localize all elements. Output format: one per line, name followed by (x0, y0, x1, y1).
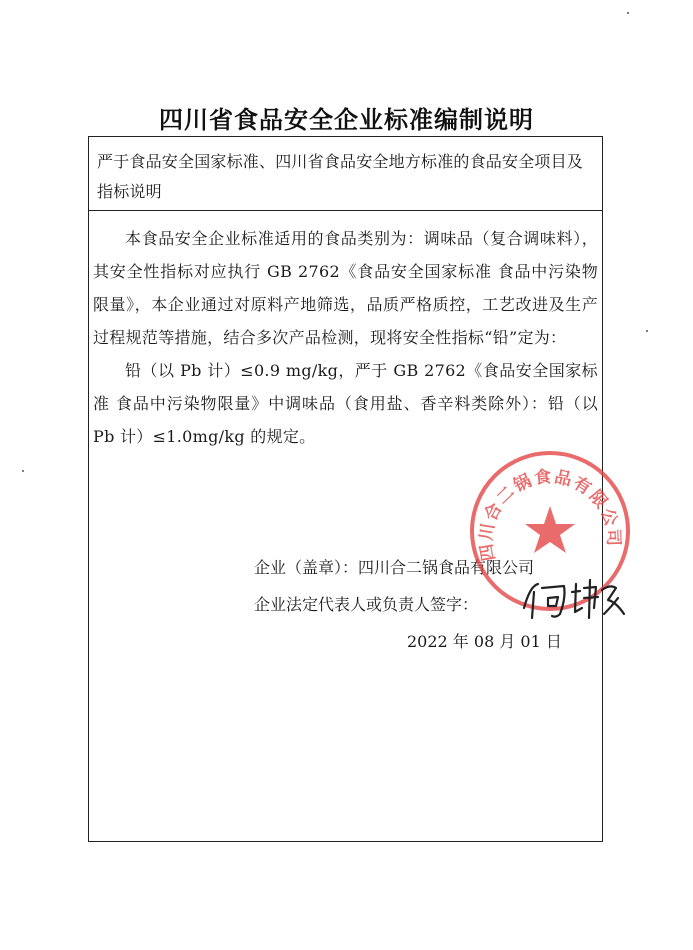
legal-rep-label: 企业法定代表人或负责人签字： (254, 595, 479, 614)
signing-date: 2022 年 08 月 01 日 (407, 632, 562, 651)
scan-speck (627, 12, 629, 14)
svg-text:四川合二锅食品有限公司: 四川合二锅食品有限公司 (476, 466, 624, 563)
table-header-text: 严于食品安全国家标准、四川省食品安全地方标准的食品安全项目及指标说明 (97, 152, 584, 201)
paragraph-category: 本食品安全企业标准适用的食品类别为：调味品（复合调味料），其安全性指标对应执行 GB 2762《食品安全国家标准 食品中污染物限量》，本企业通过对原料产地筛选，品质严格质控，工艺改进及生产过程规范等措施，结合多次产品检测，现将安全性指标“铅”定为： (93, 229, 598, 347)
table-body (93, 222, 598, 453)
scan-speck (22, 470, 24, 472)
page-title: 四川省食品安全企业标准编制说明 (159, 106, 534, 134)
scan-speck (646, 330, 648, 332)
paragraph-lead-limit: 铅（以 Pb 计）≤0.9 mg/kg，严于 GB 2762《食品安全国家标准 食品中污染物限量》中调味品（食用盐、香辛料类除外）：铅（以 Pb 计）≤1.0mg/kg 的规定。 (93, 361, 598, 446)
enterprise-label: 企业（盖章）： (254, 558, 359, 577)
seal-star-icon (525, 506, 575, 553)
enterprise-name: 四川合二锅食品有限公司 (358, 558, 535, 577)
table-divider (89, 210, 602, 211)
handwritten-signature (520, 578, 630, 623)
